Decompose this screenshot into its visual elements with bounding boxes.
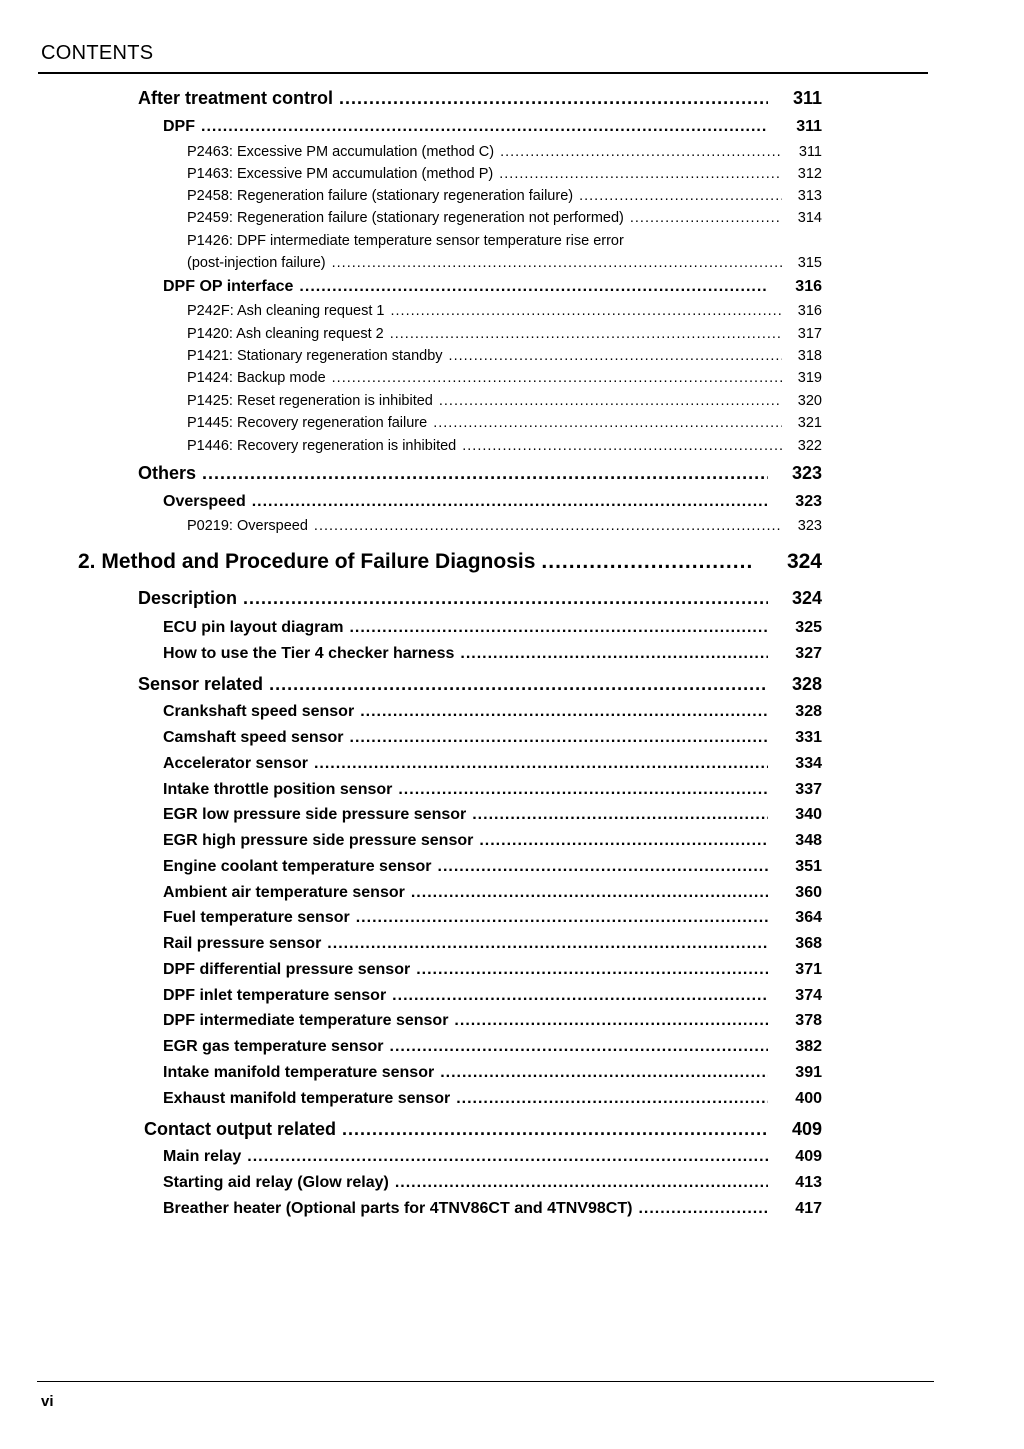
toc-entry-label: Intake throttle position sensor xyxy=(163,781,393,798)
toc-entry[interactable] xyxy=(163,1090,822,1108)
toc-entry-label: P1426: DPF intermediate temperature sensor temperature rise error xyxy=(187,233,624,249)
toc-entry[interactable] xyxy=(187,370,822,386)
toc-entry-page: 382 xyxy=(795,1038,822,1055)
toc-entry-label: DPF differential pressure sensor xyxy=(163,961,411,978)
toc-entry-page: 316 xyxy=(797,303,822,319)
toc-entry-page: 331 xyxy=(795,729,822,746)
toc-entry[interactable] xyxy=(163,755,822,773)
toc-leader-dots xyxy=(411,884,768,902)
toc-entry-label: Starting aid relay (Glow relay) xyxy=(163,1174,389,1191)
toc-entry-page: 319 xyxy=(797,370,822,386)
toc-entry[interactable] xyxy=(187,415,822,431)
toc-leader-dots xyxy=(439,393,782,409)
toc-entry-page: 318 xyxy=(797,348,822,364)
toc-entry-page: 328 xyxy=(795,703,822,720)
toc-entry-label: P1421: Stationary regeneration standby xyxy=(187,348,443,364)
toc-entry-label: P1420: Ash cleaning request 2 xyxy=(187,326,384,342)
toc-entry-label: Ambient air temperature sensor xyxy=(163,884,405,901)
toc-entry-page: 323 xyxy=(791,463,822,483)
toc-entry-page: 417 xyxy=(795,1200,822,1217)
toc-leader-dots xyxy=(390,326,782,342)
toc-entry[interactable] xyxy=(187,144,822,160)
toc-entry-label: How to use the Tier 4 checker harness xyxy=(163,645,455,662)
toc-entry-page: 312 xyxy=(797,166,822,182)
toc-leader-dots xyxy=(438,858,768,876)
toc-entry-label: Accelerator sensor xyxy=(163,755,308,772)
toc-entry-page: 311 xyxy=(792,88,822,108)
toc-leader-dots xyxy=(456,1090,768,1108)
toc-entry-page: 409 xyxy=(795,1148,822,1165)
toc-entry[interactable] xyxy=(163,1038,822,1056)
toc-leader-dots xyxy=(479,832,768,850)
toc-entry-label: Intake manifold temperature sensor xyxy=(163,1064,435,1081)
toc-entry-label: EGR low pressure side pressure sensor xyxy=(163,806,467,823)
toc-entry-label: (post-injection failure) xyxy=(187,255,326,271)
toc-entry-page: 314 xyxy=(797,210,822,226)
toc-leader-dots xyxy=(202,463,768,484)
toc-entry[interactable] xyxy=(78,550,822,574)
toc-leader-dots xyxy=(327,935,768,953)
toc-leader-dots xyxy=(433,415,782,431)
toc-entry-label: Overspeed xyxy=(163,493,246,510)
toc-leader-dots xyxy=(440,1064,768,1082)
toc-entry-page: 323 xyxy=(795,493,822,510)
toc-entry-label: ECU pin layout diagram xyxy=(163,619,344,636)
toc-entry[interactable] xyxy=(163,619,822,637)
toc-entry-label: Camshaft speed sensor xyxy=(163,729,344,746)
toc-leader-dots xyxy=(579,188,782,204)
toc-entry[interactable] xyxy=(163,1148,822,1166)
toc-entry[interactable] xyxy=(138,88,822,109)
toc-entry-label: 2. Method and Procedure of Failure Diagnosis xyxy=(78,550,536,573)
toc-entry[interactable] xyxy=(163,806,822,824)
toc-entry[interactable] xyxy=(163,118,822,136)
toc-leader-dots xyxy=(269,674,768,695)
toc-leader-dots xyxy=(630,210,782,226)
toc-leader-dots xyxy=(500,144,782,160)
toc-entry-page: 413 xyxy=(795,1174,822,1191)
toc-entry-label: Contact output related xyxy=(144,1119,336,1139)
toc-entry-page: 368 xyxy=(795,935,822,952)
toc-leader-dots xyxy=(462,438,782,454)
toc-leader-dots xyxy=(360,703,768,721)
toc-leader-dots xyxy=(392,987,768,1005)
toc-entry[interactable] xyxy=(138,463,822,484)
toc-entry-page: 311 xyxy=(796,118,822,135)
toc-entry-label: DPF xyxy=(163,118,195,135)
toc-leader-dots xyxy=(395,1174,768,1192)
toc-leader-dots xyxy=(350,729,768,747)
toc-leader-dots xyxy=(342,1119,768,1140)
page-number: vi xyxy=(41,1393,54,1410)
toc-entry[interactable] xyxy=(187,210,822,226)
page-header-title: CONTENTS xyxy=(41,42,154,64)
toc-entry-label: Description xyxy=(138,588,238,608)
toc-entry-page: 327 xyxy=(795,645,822,662)
toc-entry-label: P1446: Recovery regeneration is inhibited xyxy=(187,438,457,454)
toc-entry-label: DPF OP interface xyxy=(163,278,294,295)
toc-entry-page: 374 xyxy=(795,987,822,1004)
toc-entry[interactable] xyxy=(163,1064,822,1082)
toc-entry[interactable] xyxy=(138,588,822,609)
toc-leader-dots xyxy=(314,755,768,773)
toc-entry-label: P0219: Overspeed xyxy=(187,518,308,534)
toc-leader-dots xyxy=(243,588,768,609)
toc-entry[interactable] xyxy=(163,909,822,927)
toc-entry-page: 324 xyxy=(786,550,822,573)
toc-leader-dots xyxy=(201,118,768,136)
toc-entry[interactable] xyxy=(187,393,822,409)
toc-entry-label: P1463: Excessive PM accumulation (method P) xyxy=(187,166,494,182)
toc-entry-label: DPF intermediate temperature sensor xyxy=(163,1012,449,1029)
toc-entry-page: 313 xyxy=(797,188,822,204)
toc-entry-page: 317 xyxy=(797,326,822,342)
toc-entry[interactable] xyxy=(144,1119,822,1140)
toc-entry[interactable] xyxy=(163,703,822,721)
toc-entry[interactable] xyxy=(163,278,822,296)
footer-divider xyxy=(37,1381,934,1382)
toc-leader-dots xyxy=(349,619,768,637)
toc-leader-dots xyxy=(472,806,768,824)
toc-leader-dots xyxy=(454,1012,768,1030)
toc-entry-label: Fuel temperature sensor xyxy=(163,909,350,926)
toc-entry-page: 315 xyxy=(797,255,822,271)
toc-entry[interactable] xyxy=(187,166,822,182)
toc-entry[interactable] xyxy=(138,674,822,695)
toc-leader-dots xyxy=(356,909,768,927)
toc-entry-page: 371 xyxy=(795,961,822,978)
toc-entry[interactable] xyxy=(163,832,822,850)
toc-entry[interactable] xyxy=(163,729,822,747)
toc-leader-dots xyxy=(398,781,768,799)
toc-entry-page: 323 xyxy=(797,518,822,534)
toc-entry-page: 320 xyxy=(797,393,822,409)
toc-entry-page: 360 xyxy=(795,884,822,901)
toc-entry[interactable] xyxy=(187,518,822,534)
toc-entry-label: P1445: Recovery regeneration failure xyxy=(187,415,428,431)
toc-entry-label: P2459: Regeneration failure (stationary regeneration not performed) xyxy=(187,210,624,226)
toc-entry-page: 324 xyxy=(791,588,822,608)
toc-entry-page: 311 xyxy=(798,144,822,160)
toc-entry[interactable] xyxy=(163,987,822,1005)
toc-entry[interactable] xyxy=(187,326,822,342)
toc-entry-label: Crankshaft speed sensor xyxy=(163,703,355,720)
toc-entry-label: P2458: Regeneration failure (stationary regeneration failure) xyxy=(187,188,574,204)
toc-entry-label: Engine coolant temperature sensor xyxy=(163,858,432,875)
toc-entry-page: 325 xyxy=(795,619,822,636)
toc-entry-page: 321 xyxy=(797,415,822,431)
toc-entry[interactable] xyxy=(187,348,822,364)
toc-entry[interactable] xyxy=(187,303,822,319)
toc-entry[interactable] xyxy=(163,1200,822,1218)
toc-entry-page: 316 xyxy=(795,278,822,295)
toc-entry[interactable] xyxy=(163,1012,822,1030)
toc-entry-page: 391 xyxy=(795,1064,822,1081)
toc-entry-label: After treatment control xyxy=(138,88,334,108)
toc-entry[interactable] xyxy=(163,781,822,799)
toc-entry-page: 334 xyxy=(795,755,822,772)
toc-entry[interactable] xyxy=(163,645,822,663)
toc-leader-dots xyxy=(460,645,768,663)
toc-entry-label: Others xyxy=(138,463,197,483)
toc-leader-dots xyxy=(391,303,783,319)
toc-entry-page: 322 xyxy=(797,438,822,454)
toc-entry-label: Rail pressure sensor xyxy=(163,935,322,952)
toc-entry[interactable] xyxy=(187,188,822,204)
toc-entry-page: 400 xyxy=(795,1090,822,1107)
toc-entry-label: P2463: Excessive PM accumulation (method C) xyxy=(187,144,495,160)
toc-entry[interactable] xyxy=(163,493,822,511)
toc-entry-label: P1425: Reset regeneration is inhibited xyxy=(187,393,433,409)
toc-leader-dots xyxy=(299,278,768,296)
toc-leader-dots xyxy=(332,255,782,271)
toc-leader-dots xyxy=(449,348,782,364)
toc-entry-page: 364 xyxy=(795,909,822,926)
toc-entry[interactable] xyxy=(163,935,822,953)
toc-leader-dots xyxy=(247,1148,768,1166)
toc-leader-dots xyxy=(252,493,768,511)
toc-entry-label: Sensor related xyxy=(138,674,264,694)
toc-entry-page: 348 xyxy=(795,832,822,849)
toc-entry[interactable] xyxy=(163,961,822,979)
toc-leader-dots xyxy=(541,550,754,574)
toc-leader-dots xyxy=(499,166,782,182)
toc-entry-page: 340 xyxy=(795,806,822,823)
toc-entry[interactable] xyxy=(187,438,822,454)
toc-leader-dots xyxy=(314,518,782,534)
toc-leader-dots xyxy=(332,370,782,386)
toc-entry-label: Main relay xyxy=(163,1148,242,1165)
toc-entry-label: P242F: Ash cleaning request 1 xyxy=(187,303,385,319)
toc-leader-dots xyxy=(416,961,768,979)
toc-entry-page: 337 xyxy=(795,781,822,798)
toc-entry-label: Breather heater (Optional parts for 4TNV86CT and 4TNV98CT) xyxy=(163,1200,633,1217)
toc-entry[interactable] xyxy=(163,884,822,902)
toc-entry[interactable] xyxy=(163,858,822,876)
toc-entry[interactable] xyxy=(163,1174,822,1192)
toc-entry-page: 351 xyxy=(795,858,822,875)
toc-leader-dots xyxy=(390,1038,768,1056)
toc-entry-label: EGR gas temperature sensor xyxy=(163,1038,384,1055)
toc-entry-label: DPF inlet temperature sensor xyxy=(163,987,387,1004)
toc-entry-label: Exhaust manifold temperature sensor xyxy=(163,1090,451,1107)
toc-entry-label: EGR high pressure side pressure sensor xyxy=(163,832,474,849)
toc-leader-dots xyxy=(638,1200,768,1218)
toc-leader-dots xyxy=(339,88,768,109)
toc-entry-label: P1424: Backup mode xyxy=(187,370,326,386)
toc-entry[interactable] xyxy=(187,255,822,271)
toc-entry-page: 328 xyxy=(791,674,822,694)
toc-entry-page: 378 xyxy=(795,1012,822,1029)
toc-entry-page: 409 xyxy=(791,1119,822,1139)
